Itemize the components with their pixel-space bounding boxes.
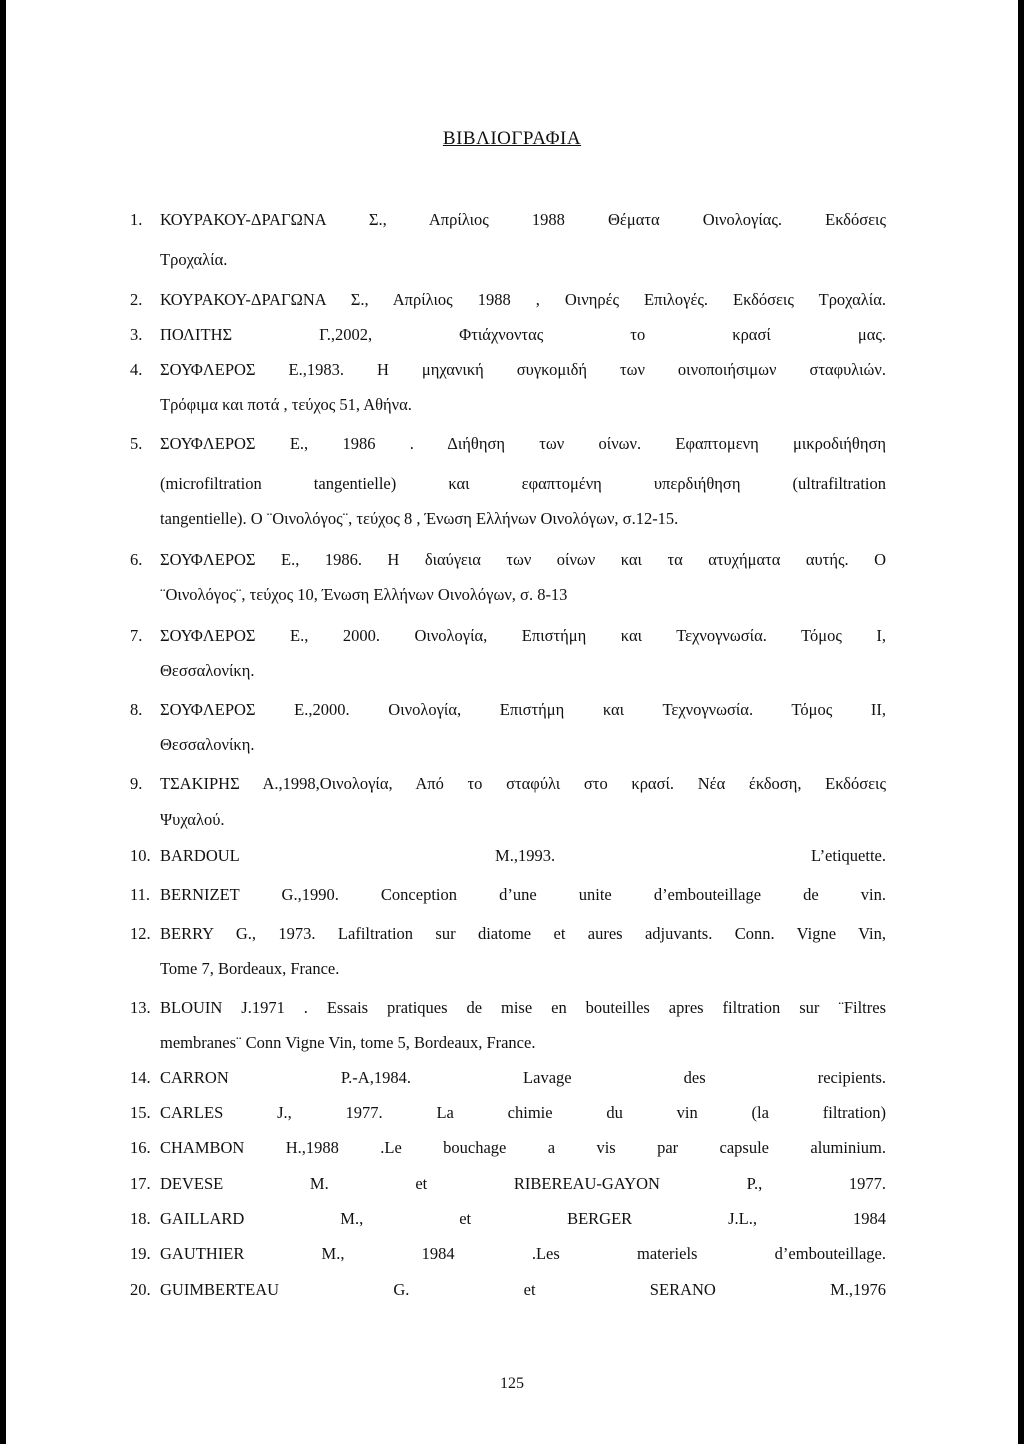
page-number: 125 (500, 1375, 524, 1392)
page-title: ΒΙΒΛΙΟΓΡΑΦΙΑ (442, 128, 582, 149)
reference-number: 7. (130, 626, 143, 645)
reference-number: 11. (130, 885, 151, 904)
reference-number: 1. (130, 210, 143, 229)
reference-text-line: Ψυχαλού. (160, 810, 225, 829)
document-page (6, 0, 1018, 1444)
reference-number: 18. (130, 1209, 151, 1228)
reference-text-line: (microfiltration tangentielle) και εφαπτομένη υπερδιήθηση (ultrafiltration (160, 474, 886, 493)
reference-text-line: ΣΟΥΦΛΕΡΟΣ Ε.,2000. Οινολογία, Επιστήμη και Τεχνογνωσία. Τόμος ΙΙ, (160, 700, 886, 719)
reference-text-line: Τρόφιμα και ποτά , τεύχος 51, Αθήνα. (160, 395, 412, 414)
reference-text-line: CARLES J., 1977. La chimie du vin (la filtration) (160, 1103, 886, 1122)
reference-text-line: Tome 7, Bordeaux, France. (160, 959, 340, 978)
reference-number: 3. (130, 325, 143, 344)
reference-text-line: ΣΟΥΦΛΕΡΟΣ Ε., 1986. Η διαύγεια των οίνων και τα ατυχήματα αυτής. Ο (160, 550, 886, 569)
reference-text-line: GAILLARD M., et BERGER J.L., 1984 (160, 1209, 886, 1228)
reference-number: 14. (130, 1068, 151, 1087)
reference-number: 10. (130, 846, 151, 865)
reference-text-line: BARDOUL M.,1993. L’etiquette. (160, 846, 886, 865)
reference-text-line: ¨Οινολόγος¨, τεύχος 10, Ένωση Ελλήνων Οινολόγων, σ. 8-13 (160, 585, 568, 604)
reference-text-line: DEVESE M. et RIBEREAU-GAYON P., 1977. (160, 1174, 886, 1193)
reference-text-line: ΚΟΥΡΑΚΟΥ-ΔΡΑΓΩΝΑ Σ., Απρίλιος 1988 , Οινηρές Επιλογές. Εκδόσεις Τροχαλία. (160, 290, 886, 309)
reference-number: 4. (130, 360, 143, 379)
reference-number: 19. (130, 1244, 151, 1263)
reference-text-line: Θεσσαλονίκη. (160, 735, 255, 754)
reference-text-line: BERRY G., 1973. Lafiltration sur diatome et aures adjuvants. Conn. Vigne Vin, (160, 924, 886, 943)
reference-text-line: tangentielle). Ο ¨Οινολόγος¨, τεύχος 8 , Ένωση Ελλήνων Οινολόγων, σ.12-15. (160, 509, 679, 528)
reference-number: 12. (130, 924, 151, 943)
reference-text-line: BLOUIN J.1971 . Essais pratiques de mise en bouteilles apres filtration sur ¨Filtres (160, 998, 886, 1017)
reference-text-line: ΚΟΥΡΑΚΟΥ-ΔΡΑΓΩΝΑ Σ., Απρίλιος 1988 Θέματα Οινολογίας. Εκδόσεις (160, 210, 886, 229)
reference-text-line: GUIMBERTEAU G. et SERANO M.,1976 (160, 1280, 886, 1299)
reference-text-line: ΠΟΛΙΤΗΣ Γ.,2002, Φτιάχνοντας το κρασί μας. (160, 325, 886, 344)
reference-number: 8. (130, 700, 143, 719)
reference-number: 5. (130, 434, 143, 453)
reference-text-line: CHAMBON H.,1988 .Le bouchage a vis par capsule aluminium. (160, 1138, 886, 1157)
reference-text-line: ΤΣΑΚΙΡΗΣ Α.,1998,Οινολογία, Από το σταφύλι στο κρασί. Νέα έκδοση, Εκδόσεις (160, 774, 886, 793)
reference-number: 13. (130, 998, 151, 1017)
reference-text-line: ΣΟΥΦΛΕΡΟΣ Ε., 2000. Οινολογία, Επιστήμη και Τεχνογνωσία. Τόμος Ι, (160, 626, 886, 645)
reference-text-line: GAUTHIER M., 1984 .Les materiels d’embouteillage. (160, 1244, 886, 1263)
reference-number: 15. (130, 1103, 151, 1122)
reference-number: 6. (130, 550, 143, 569)
reference-number: 2. (130, 290, 143, 309)
reference-number: 9. (130, 774, 143, 793)
reference-number: 16. (130, 1138, 151, 1157)
reference-text-line: BERNIZET G.,1990. Conception d’une unite d’embouteillage de vin. (160, 885, 886, 904)
reference-number: 17. (130, 1174, 151, 1193)
reference-number: 20. (130, 1280, 151, 1299)
reference-text-line: Θεσσαλονίκη. (160, 661, 255, 680)
reference-text-line: membranes¨ Conn Vigne Vin, tome 5, Bordeaux, France. (160, 1033, 536, 1052)
reference-text-line: Τροχαλία. (160, 250, 228, 269)
reference-text-line: ΣΟΥΦΛΕΡΟΣ Ε.,1983. Η μηχανική συγκομιδή των οινοποιήσιμων σταφυλιών. (160, 360, 886, 379)
reference-text-line: CARRON P.-A,1984. Lavage des recipients. (160, 1068, 886, 1087)
reference-text-line: ΣΟΥΦΛΕΡΟΣ Ε., 1986 . Διήθηση των οίνων. Εφαπτομενη μικροδιήθηση (160, 434, 886, 453)
